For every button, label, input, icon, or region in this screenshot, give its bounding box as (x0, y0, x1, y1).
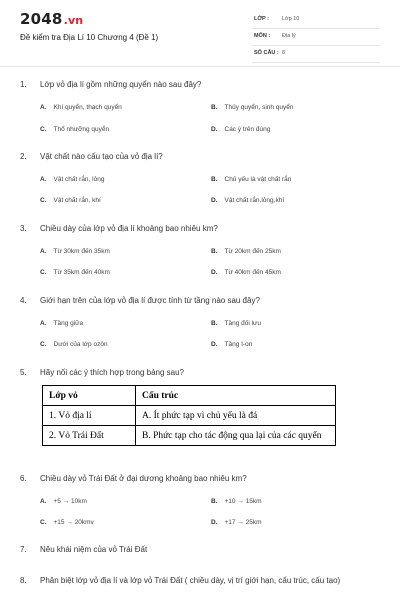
column-header: Lớp vỏ (43, 386, 136, 406)
table-cell: 2. Vỏ Trái Đất (43, 426, 136, 446)
question-text: Chiều dày vỏ Trái Đất ở đại dương khoảng bao nhiêu km? (40, 474, 247, 483)
question-number: 6. (20, 474, 27, 483)
meta-row-count (252, 48, 380, 63)
table-cell: 1. Vỏ địa lí (43, 406, 136, 426)
meta-info (252, 14, 380, 65)
question-number: 2. (20, 152, 27, 161)
table-header-row (43, 386, 336, 406)
logo-suffix: .vn (63, 14, 84, 27)
option-c[interactable]: C. Thổ nhưỡng quyển (40, 126, 110, 133)
option-a[interactable]: A. +5 → 10km (40, 498, 87, 505)
option-c[interactable]: C. Dưới của lớp ozôn (40, 341, 108, 348)
meta-key: LỚP : (254, 16, 269, 22)
question-text: Vật chất nào cấu tạo của vỏ địa lí? (40, 152, 163, 161)
header (0, 0, 400, 66)
question-text: Chiều dày của lớp vỏ địa lí khoảng bao nhiêu km? (40, 224, 218, 233)
option-b[interactable]: B. Từ 20km đến 25km (211, 248, 281, 255)
meta-row-subject (252, 31, 380, 46)
meta-key: MÔN : (254, 33, 271, 39)
option-a[interactable]: A. Từ 30km đến 35km (40, 248, 110, 255)
question-number: 4. (20, 296, 27, 305)
option-c[interactable]: C. Từ 35km đến 40km (40, 269, 110, 276)
question-number: 3. (20, 224, 27, 233)
question-text: Nêu khái niệm của vỏ Trái Đất (40, 545, 148, 554)
column-header: Cấu trúc (136, 386, 336, 406)
document-title: Đề kiểm tra Địa Lí 10 Chương 4 (Đề 1) (20, 33, 159, 42)
option-d[interactable]: D. Từ 40km đến 45km (211, 269, 281, 276)
question-text: Phân biệt lớp vỏ địa lí và lớp vỏ Trái Đất ( chiều dày, vị trí giới hạn, cấu trúc, cấu tạo) (40, 576, 341, 585)
meta-value: Địa lý (282, 33, 296, 39)
meta-row-class (252, 14, 380, 29)
option-d[interactable]: D. Tầng I-on (211, 341, 253, 348)
option-b[interactable]: B. Chủ yếu là vật chất rắn (211, 176, 292, 183)
option-d[interactable]: D. Vật chất rắn,lỏng,khí (211, 197, 285, 204)
meta-key: SỐ CÂU : (254, 50, 279, 56)
question-number: 1. (20, 80, 27, 89)
option-a[interactable]: A. Vật chất rắn, lỏng (40, 176, 105, 183)
question-text: Hãy nối các ý thích hợp trong bảng sau? (40, 368, 184, 377)
question-number: 7. (20, 545, 27, 554)
question-number: 8. (20, 576, 27, 585)
site-logo[interactable] (20, 10, 83, 28)
option-b[interactable]: B. Thủy quyển, sinh quyển (211, 104, 294, 111)
meta-value: Lớp 10 (282, 16, 300, 22)
option-c[interactable]: C. +15 → 20kmv (40, 519, 94, 526)
option-a[interactable]: A. Tầng giữa (40, 320, 84, 327)
table-row (43, 426, 336, 446)
option-a[interactable]: A. Khí quyển, thạch quyển (40, 104, 122, 111)
question-text: Giới hạn trên của lớp vỏ địa lí được tính từ tầng nào sau đây? (40, 296, 260, 305)
option-b[interactable]: B. +10 → 15km (211, 498, 262, 505)
table-cell: B. Phức tạp cho tác động qua lại của các quyển (136, 426, 336, 446)
table-row (43, 406, 336, 426)
option-d[interactable]: D. Các ý trên đúng (211, 126, 271, 133)
header-divider (0, 66, 400, 67)
logo-main: 2048 (20, 10, 63, 28)
question-number: 5. (20, 368, 27, 377)
matching-table (42, 385, 336, 446)
option-d[interactable]: D. +17 → 25km (211, 519, 262, 526)
meta-value: 8 (282, 50, 286, 56)
option-c[interactable]: C. Vật chất rắn, khí (40, 197, 101, 204)
option-b[interactable]: B. Tầng đối lưu (211, 320, 262, 327)
question-text: Lớp vỏ địa lí gồm những quyển nào sau đây? (40, 80, 202, 89)
table-cell: A. Ít phức tạp vì chủ yếu là đá (136, 406, 336, 426)
